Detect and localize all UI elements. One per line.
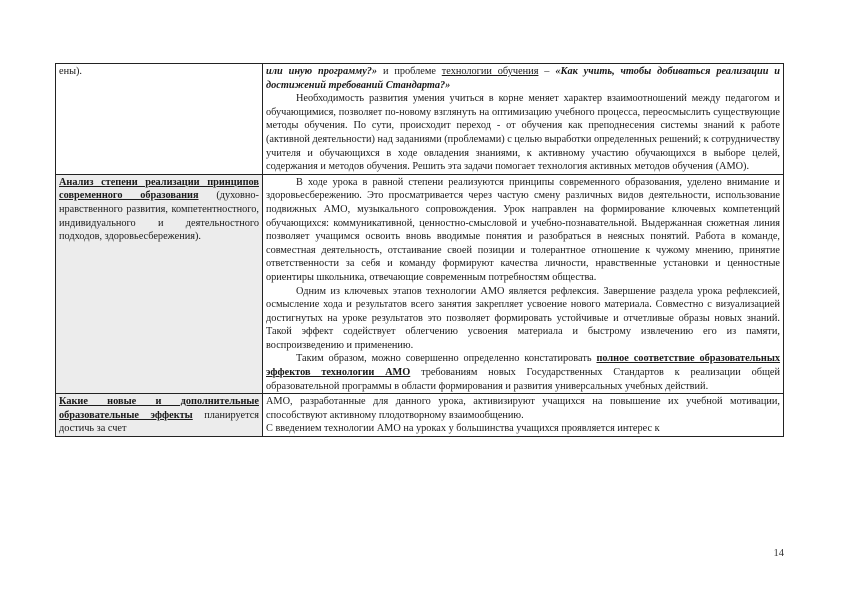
row1-lead-italic: или иную программу?» (266, 66, 378, 77)
row2-paragraph-2: Одним из ключевых этапов технологии АМО является рефлексия. Завершение раздела урока рефлексией, осмысление хода и результатов всего занятия закрепляет усвоение нового материала. Совместно с визуализацией достигнутых на уроке результатов это позволяет формировать устойчивые и отчетливые образы новых знаний. Такой эффект содействует облегчению усвоения материала и быстрому извлечению его из памяти, воспроизведению и применению. (266, 285, 780, 351)
row3-left-cell (56, 394, 263, 437)
row3-right-cell (263, 394, 784, 437)
row2-p3-underlined: полное соответствие образовательных эффектов технологии АМО (266, 353, 781, 379)
row2-p3-start: Таким образом, можно совершенно определенно констатировать (296, 353, 597, 365)
row2-p3-end: требованиям новых Государственных Стандартов к реализации общей образовательной программы в области формирования и развития универсальных учебных действий. (266, 367, 780, 392)
row1-lead (266, 65, 780, 92)
row2-paragraph-1: В ходе урока в равной степени реализуются принципы современного образования, уделено внимание и здоровьесбережению. Это просматривается через частую смену различных видов деятельности, использование подвижных АМО, музыкального сопровождения. Урок направлен на формирование ключевых компетенций обучающихся: коммуникативной, ценностно-смысловой и учебно-познавательной. Выдержанная сюжетная линия позволяет учащимся освоить вновь вводимые понятия и разобраться в неясных понятий. Работа в команде, совместная деятельность, отстаивание своей позиции и толерантное отношение к чужому мнению, принятие ответственности за себя и команду формируют качества личности, нравственные установки и ценностные ориентиры школьника, отвечающие современным потребностям общества. (266, 176, 780, 283)
row1-left-text: ены). (59, 66, 83, 77)
page-number: 14 (773, 548, 784, 559)
row2-left-rest: (духовно-нравственного развития, компетентностного, индивидуального и деятельностного подходов, здоровьесбережения). (59, 190, 259, 243)
row1-lead-italic2: «Как учить, чтобы добиваться реализации и достижений требований Стандарта?» (266, 66, 781, 91)
analysis-table (55, 63, 784, 437)
row3-left-rest: планируется достичь за счет (59, 409, 260, 435)
row2-right-cell (263, 174, 784, 394)
table-row (56, 394, 784, 437)
row2-left-bold: Анализ степени реализации принципов современного образования (59, 176, 259, 202)
table-row (56, 64, 784, 175)
row3-paragraph-1: АМО, разработанные для данного урока, активизируют учащихся на повышение их учебной мотивации, способствуют активному плодотворному взаимообщению. (266, 396, 780, 421)
row1-lead-underlined: технологии обучения (441, 66, 539, 77)
row1-left-cell (56, 64, 263, 175)
row3-left-bold: Какие новые и дополнительные образовательные эффекты (59, 396, 259, 421)
row2-paragraph-3 (266, 352, 780, 393)
row3-left-text (59, 395, 259, 436)
row2-left-text (59, 176, 259, 244)
row1-lead-mid: и проблеме (377, 66, 442, 77)
table-row (56, 174, 784, 394)
row1-paragraph: Необходимость развития умения учиться в корне меняет характер взаимоотношений между педагогом и обучающимися, позволяет по-новому взглянуть на оптимизацию учебного процесса, переосмыслить существующие методы обучения. По сути, происходит переход - от обучения как преподнесения системы знаний к работе (активной деятельности) над заданиями (проблемами) с целью выработки определенных решений; к сотрудничеству учителя и обучающихся в ходе овладения знаниями, к активному участию обучающихся в выборе целей, содержания и методов обучения. Решить эта задачи помогает технология активных методов обучения (АМО). (266, 93, 780, 173)
row3-paragraph-2: С введением технологии АМО на уроках у большинства учащихся проявляется интерес к (266, 423, 660, 435)
row1-right-cell (263, 64, 784, 175)
row2-left-cell (56, 174, 263, 394)
row1-lead-dash: – (538, 66, 556, 77)
